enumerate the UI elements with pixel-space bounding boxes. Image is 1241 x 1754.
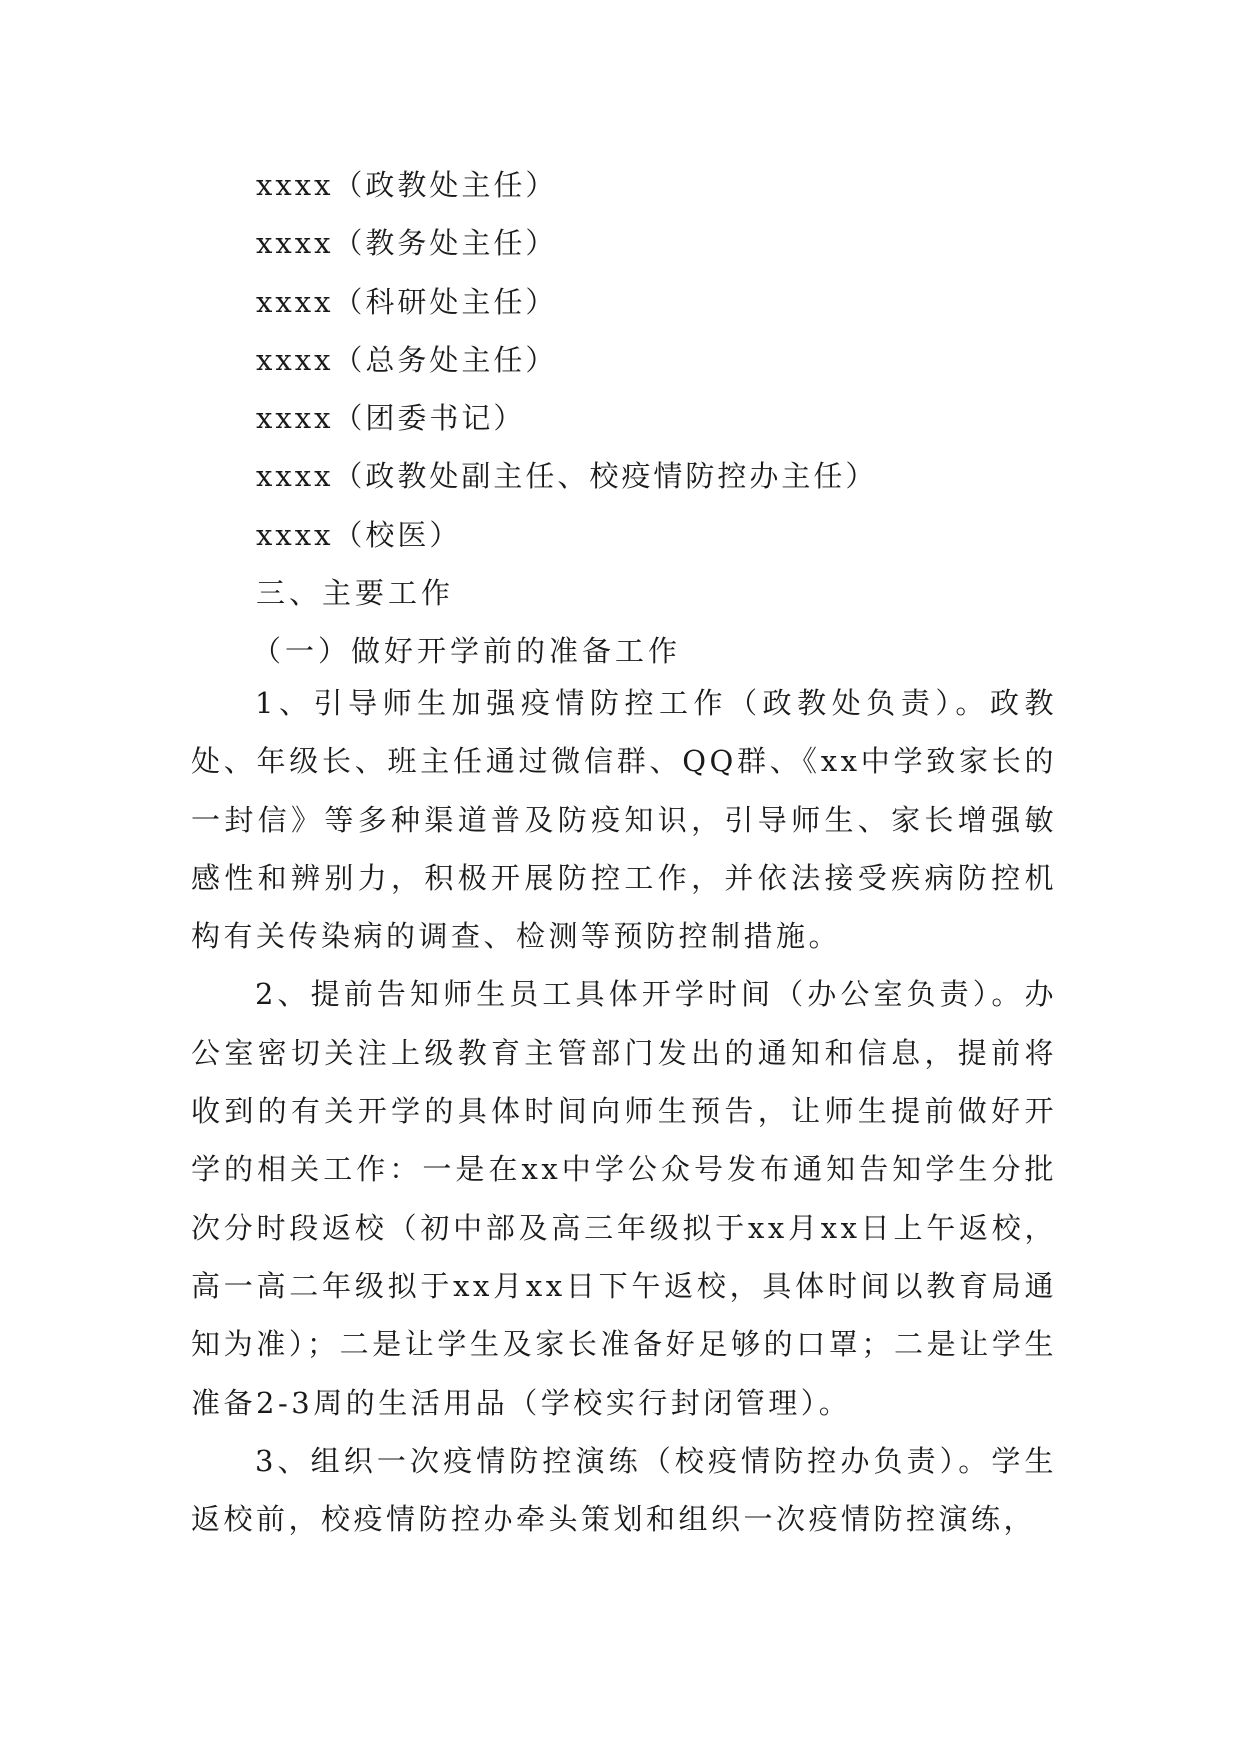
paragraph-1: 1、引导师生加强疫情防控工作（政教处负责）。政教处、年级长、班主任通过微信群、QQ群、《xx中学致家长的一封信》等多种渠道普及防疫知识，引导师生、家长增强敏感性和辨别力，积极开展防控工作，并依法接受疾病防控机构有关传染病的调查、检测等预防控制措施。 [191,686,1057,954]
member-item: xxxx（总务处主任） [256,342,558,377]
subsection-title: （一）做好开学前的准备工作 [252,634,682,669]
section-title: 三、主要工作 [256,576,455,611]
member-item: xxxx（政教处主任） [256,168,558,202]
paragraph-2: 2、提前告知师生员工具体开学时间（办公室负责）。办公室密切关注上级教育主管部门发出的通知和信息，提前将收到的有关开学的具体时间向师生预告，让师生提前做好开学的相关工作：一是在xx中学公众号发布通知告知学生分批次分时段返校（初中部及高三年级拟于xx月xx日上午返校，高一高二年级拟于xx月xx日下午返校，具体时间以教育局通知为准）；二是让学生及家长准备好足够的口罩；二是让学生准备2-3周的生活用品（学校实行封闭管理）。 [191,977,1057,1420]
member-item: xxxx（校医） [256,517,462,552]
member-item: xxxx（团委书记） [256,401,526,436]
member-item: xxxx（政教处副主任、校疫情防控办主任） [256,459,878,494]
paragraph-3: 3、组织一次疫情防控演练（校疫情防控办负责）。学生返校前，校疫情防控办牵头策划和组织一次疫情防控演练， [191,1443,1057,1537]
member-list [252,156,1156,681]
member-item: xxxx（科研处主任） [256,284,558,319]
body-text [191,674,1057,1548]
member-item: xxxx（教务处主任） [256,226,558,261]
